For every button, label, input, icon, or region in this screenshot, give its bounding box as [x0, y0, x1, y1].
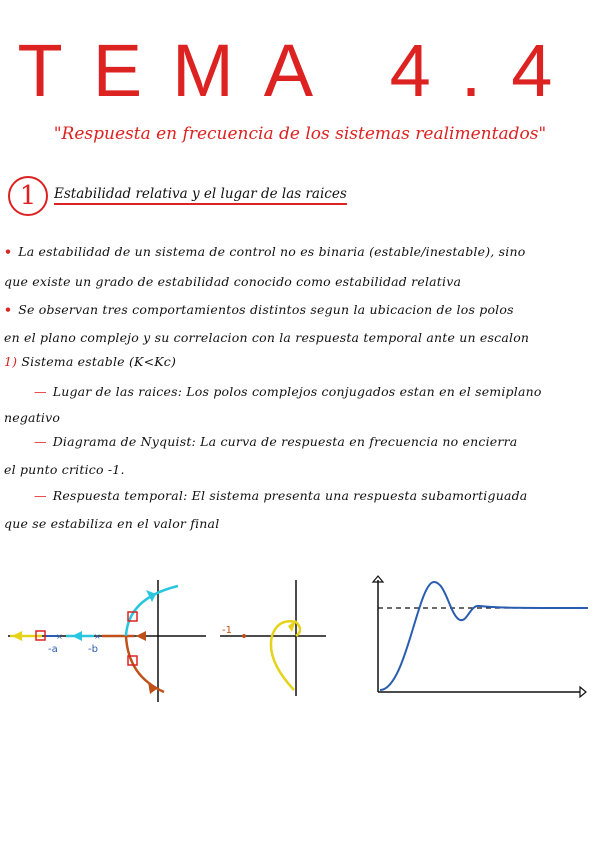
dash-icon: — [34, 488, 47, 503]
sub-label: Lugar de las raices: [52, 384, 183, 399]
text: La curva de respuesta en frecuencia no encierra [195, 434, 518, 449]
dash-icon: — [34, 384, 47, 399]
step-response-figure [366, 574, 588, 698]
root-locus-figure [6, 576, 210, 706]
item-condition: (K<Kc) [124, 354, 177, 369]
text: Se observan tres comportamientos distintos segun la ubicacion de los polos [18, 302, 514, 317]
arrow-left-icon [12, 631, 22, 641]
paragraph-1-line-2 [4, 274, 596, 289]
nyquist-figure [216, 578, 328, 698]
paragraph-2-line-2 [4, 330, 596, 345]
label-critical: -1 [222, 625, 232, 636]
section-title: Estabilidad relativa y el lugar de las raices [54, 186, 347, 205]
section-number: 1 [8, 176, 48, 216]
dash-icon: — [34, 434, 47, 449]
bullet-icon: • [4, 302, 13, 317]
arrow-up-icon [146, 590, 156, 602]
item-number: 1) [4, 354, 22, 369]
label-b: -b [88, 644, 98, 655]
paragraph-1-line-1 [4, 244, 596, 259]
highlighted-term: estabilidad relativa [335, 274, 462, 289]
item-1-sub-2 [34, 434, 596, 449]
arrow-right-icon [580, 687, 586, 697]
text: Los polos complejos conjugados estan en el semiplano [182, 384, 542, 399]
page-subtitle: "Respuesta en frecuencia de los sistemas realimentados" [53, 124, 547, 144]
critical-point [242, 634, 246, 638]
sub-label: Diagrama de Nyquist: [52, 434, 196, 449]
text: que existe un grado de estabilidad conocido como [4, 274, 331, 289]
arrow-left-icon [72, 631, 82, 641]
paragraph-2-line-1 [4, 302, 596, 317]
text: La estabilidad de un sistema de control no es binaria (estable/inestable), sino [18, 244, 526, 259]
pole-b-x: × [94, 632, 101, 641]
text: en el plano complejo y su correlacion con la respuesta temporal ante un escalon [4, 330, 530, 345]
page-title: TEMA 4.4 [17, 29, 583, 112]
section-header [8, 176, 428, 216]
item-1-sub-1-cont: negativo [4, 410, 61, 425]
text: El sistema presenta una respuesta subamortiguada [187, 488, 528, 503]
arrow-down-icon [148, 682, 158, 694]
item-1-heading [4, 354, 596, 369]
item-1-sub-3 [34, 488, 596, 503]
item-1-sub-1 [34, 384, 596, 399]
label-a: -a [48, 644, 58, 655]
item-1-sub-3-cont: que se estabiliza en el valor final [4, 516, 220, 531]
bullet-icon: • [4, 244, 13, 259]
sub-label: Respuesta temporal: [52, 488, 188, 503]
step-response-curve [380, 582, 588, 690]
item-title: Sistema estable [21, 354, 125, 369]
arrow-left-icon [136, 631, 146, 641]
pole-a-x: × [56, 632, 63, 641]
item-1-sub-2-cont: el punto critico -1. [4, 462, 125, 477]
